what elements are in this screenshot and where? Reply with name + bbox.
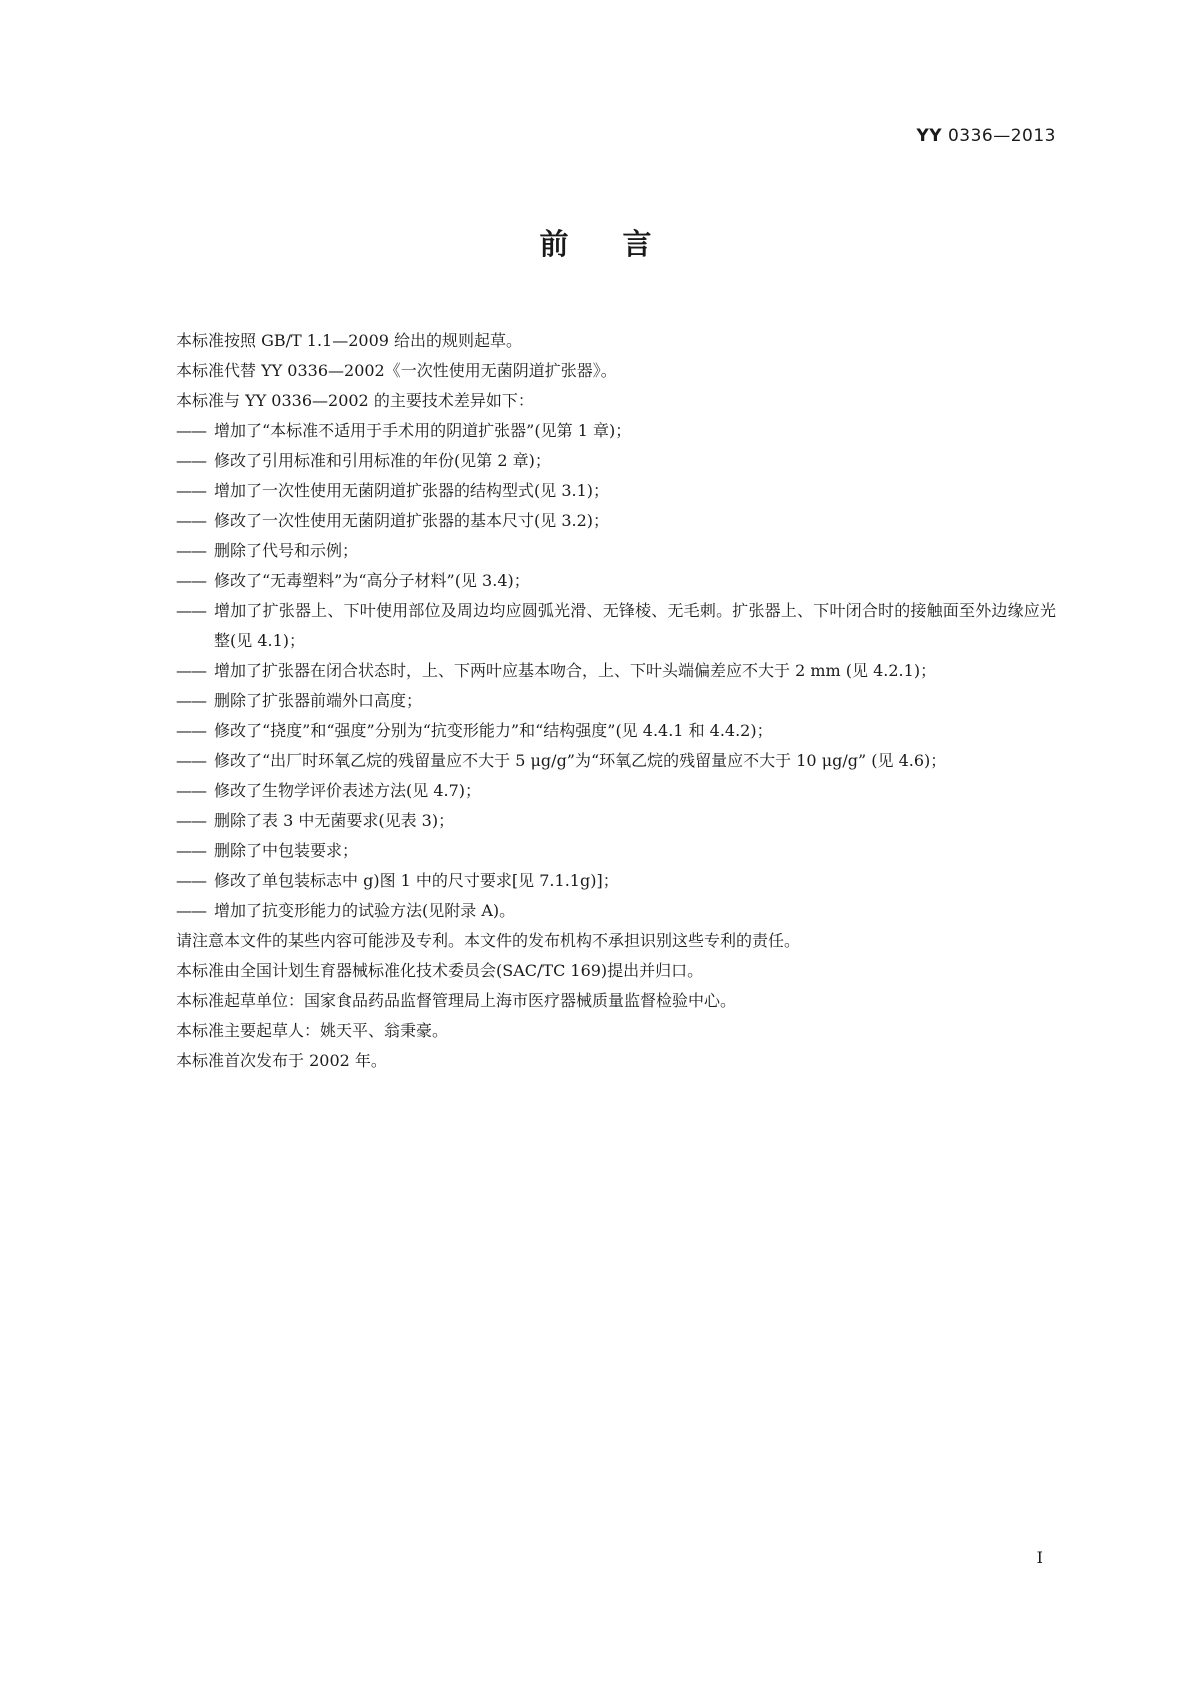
dash-marker: ——: [176, 751, 206, 770]
list-item: [176, 596, 1056, 656]
list-item-text: 增加了一次性使用无菌阴道扩张器的结构型式(见 3.1)；: [214, 481, 610, 500]
list-item: [176, 776, 1056, 806]
dash-marker: ——: [176, 421, 206, 440]
paragraph-differences-intro: 本标准与 YY 0336—2002 的主要技术差异如下：: [176, 391, 534, 410]
list-item-text: 修改了一次性使用无菌阴道扩张器的基本尺寸(见 3.2)；: [214, 511, 610, 530]
list-item-text: 删除了代号和示例；: [214, 541, 359, 560]
list-item-text: 增加了扩张器在闭合状态时，上、下两叶应基本吻合，上、下叶头端偏差应不大于 2 mm (见 4.2.1)；: [214, 661, 937, 680]
list-item-text: 增加了抗变形能力的试验方法(见附录 A)。: [214, 901, 516, 920]
paragraph-committee: 本标准由全国计划生育器械标准化技术委员会(SAC/TC 169)提出并归口。: [176, 961, 704, 980]
dash-marker: ——: [176, 541, 206, 560]
list-item: [176, 446, 1056, 476]
list-item-text: 修改了单包装标志中 g)图 1 中的尺寸要求[见 7.1.1g)]；: [214, 871, 619, 890]
list-item: [176, 506, 1056, 536]
list-item-text: 删除了中包装要求；: [214, 841, 359, 860]
paragraph-drafting-unit: 本标准起草单位：国家食品药品监督管理局上海市医疗器械质量监督检验中心。: [176, 991, 737, 1010]
list-item-text: 修改了“挠度”和“强度”分别为“抗变形能力”和“结构强度”(见 4.4.1 和 4.4.2)；: [214, 721, 773, 740]
dash-marker: ——: [176, 451, 206, 470]
list-item: [176, 566, 1056, 596]
paragraph-drafters: 本标准主要起草人：姚天平、翁秉豪。: [176, 1021, 449, 1040]
standard-code-number: 0336—2013: [942, 126, 1056, 146]
page-title: 前言: [539, 227, 706, 261]
dash-marker: ——: [176, 901, 206, 920]
list-item: [176, 866, 1056, 896]
paragraph-first-issue: 本标准首次发布于 2002 年。: [176, 1051, 387, 1070]
list-item: [176, 836, 1056, 866]
list-item: [176, 896, 1056, 926]
changes-list: [176, 416, 1056, 926]
dash-marker: ——: [176, 511, 206, 530]
list-item: [176, 716, 1056, 746]
list-item-text: 修改了生物学评价表述方法(见 4.7)；: [214, 781, 482, 800]
list-item: [176, 536, 1056, 566]
list-item-text: 删除了扩张器前端外口高度；: [214, 691, 423, 710]
dash-marker: ——: [176, 481, 206, 500]
list-item: [176, 746, 1056, 776]
paragraph-patent-notice: 请注意本文件的某些内容可能涉及专利。本文件的发布机构不承担识别这些专利的责任。: [176, 931, 801, 950]
dash-marker: ——: [176, 601, 206, 620]
page-number: I: [1036, 1548, 1043, 1567]
paragraph-replaces: 本标准代替 YY 0336—2002《一次性使用无菌阴道扩张器》。: [176, 361, 617, 380]
dash-marker: ——: [176, 571, 206, 590]
dash-marker: ——: [176, 841, 206, 860]
standard-code: [916, 126, 1056, 146]
dash-marker: ——: [176, 721, 206, 740]
paragraph-drafting-rules: 本标准按照 GB/T 1.1—2009 给出的规则起草。: [176, 331, 523, 350]
list-item-text: 删除了表 3 中无菌要求(见表 3)；: [214, 811, 455, 830]
dash-marker: ——: [176, 781, 206, 800]
list-item-text: 修改了引用标准和引用标准的年份(见第 2 章)；: [214, 451, 551, 470]
list-item: [176, 476, 1056, 506]
list-item-text: 修改了“无毒塑料”为“高分子材料”(见 3.4)；: [214, 571, 530, 590]
list-item-text: 增加了扩张器上、下叶使用部位及周边均应圆弧光滑、无锋棱、无毛刺。扩张器上、下叶闭合时的接触面至外边缘应光整(见 4.1)；: [214, 601, 1056, 650]
foreword-body: [176, 326, 1056, 1076]
list-item: [176, 656, 1056, 686]
list-item: [176, 416, 1056, 446]
list-item: [176, 806, 1056, 836]
list-item-text: 增加了“本标准不适用于手术用的阴道扩张器”(见第 1 章)；: [214, 421, 632, 440]
list-item-text: 修改了“出厂时环氧乙烷的残留量应不大于 5 μg/g”为“环氧乙烷的残留量应不大于 10 μg/g” (见 4.6)；: [214, 751, 947, 770]
list-item: [176, 686, 1056, 716]
dash-marker: ——: [176, 661, 206, 680]
dash-marker: ——: [176, 691, 206, 710]
dash-marker: ——: [176, 871, 206, 890]
standard-code-prefix: YY: [916, 126, 943, 146]
dash-marker: ——: [176, 811, 206, 830]
